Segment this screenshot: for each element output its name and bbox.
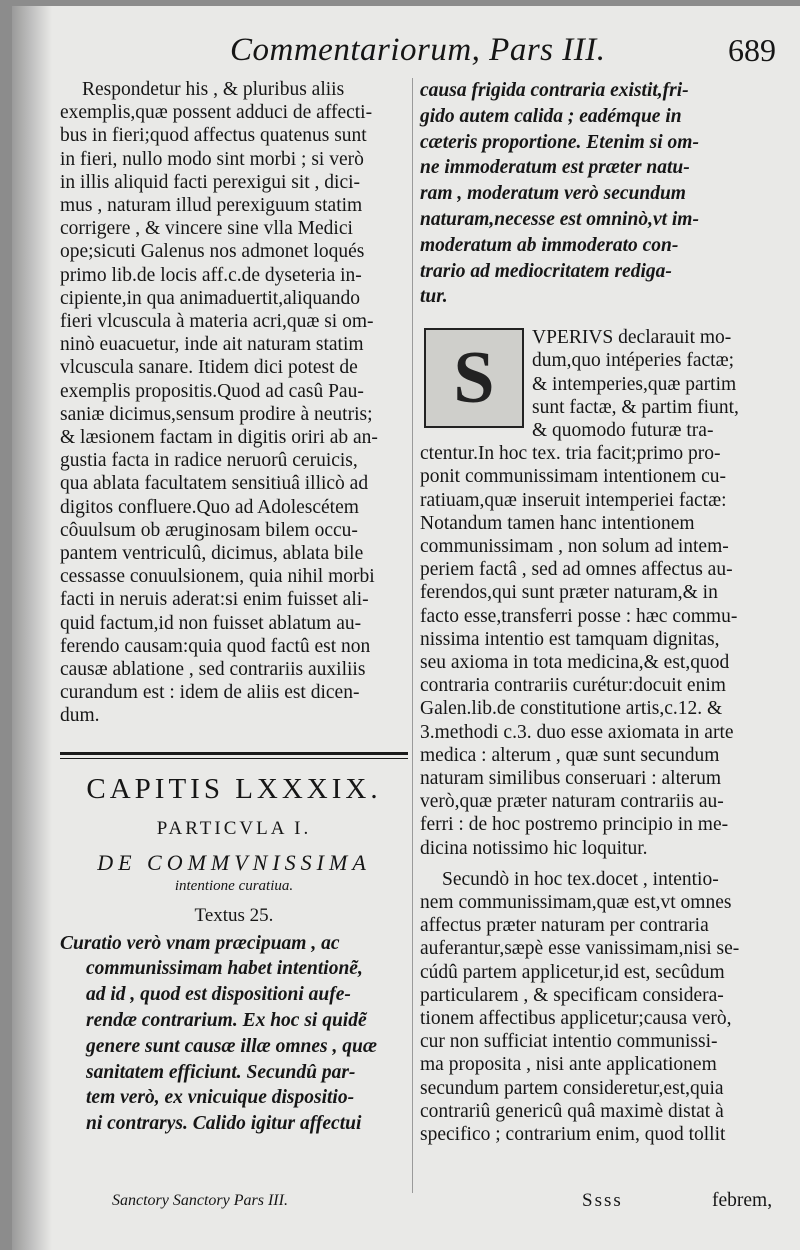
text-line: medica : alterum , quæ sunt secundum <box>420 744 720 766</box>
text-line: Respondetur his , & pluribus aliis <box>82 79 345 100</box>
text-line: cipiente,in qua animaduertit,aliquando <box>60 287 360 309</box>
lemma-line: genere sunt causæ illæ omnes , quæ <box>86 1035 377 1057</box>
text-line: dicina notissimo hic loquitur. <box>420 837 648 859</box>
text-line: dum. <box>60 705 100 727</box>
decorated-initial <box>424 328 524 428</box>
text-line: ope;sicuti Galenus nos admonet loqués <box>60 241 365 263</box>
commentary-paragraph <box>420 326 790 860</box>
text-line: primo lib.de locis aff.c.de dyseteria in- <box>60 264 362 286</box>
text-line: quid factum,id non fuisset ablatum au- <box>60 612 362 634</box>
text-line: sunt factæ, & partim fiunt, <box>532 396 739 418</box>
text-line: contrariû genericû quâ maximè distat à <box>420 1100 724 1122</box>
text-line: ma proposita , nisi ante applicationem <box>420 1054 717 1076</box>
text-line: & intemperies,quæ partim <box>532 373 737 395</box>
running-head: Commentariorum, Pars III. <box>230 32 606 68</box>
catchword: febrem, <box>712 1190 773 1211</box>
particula-heading: PARTICVLA I. <box>156 817 312 839</box>
text-line: affectus præter naturam per contraria <box>420 915 709 937</box>
book-page <box>12 6 800 1250</box>
lemma-line: ni contrarys. Calido igitur affectui <box>86 1113 362 1135</box>
running-title-footer: Sanctory Sanctory Pars III. <box>112 1192 288 1209</box>
text-line: communissimam , non solum ad intem- <box>420 536 729 557</box>
right-column <box>420 78 790 1146</box>
text-line: bus in fieri;quod affectus quatenus sunt <box>60 125 367 147</box>
lemma-line: tur. <box>420 286 448 308</box>
lemma-line: Curatio verò vnam præcipuam , ac <box>60 932 340 954</box>
lemma-line: cæteris proportione. Etenim si om- <box>420 131 699 153</box>
text-line: specifico ; contrarium enim, quod tollit <box>420 1124 726 1146</box>
lemma-line: sanitatem efficiunt. Secundû par- <box>86 1061 356 1083</box>
text-line: Galen.lib.de constitutione artis,c.12. & <box>420 698 723 720</box>
text-line: nissima intentio est tamquam dignitas, <box>420 628 720 650</box>
text-line: auferantur,sæpè esse vanissimam,nisi se- <box>420 938 740 960</box>
text-line: ninò euacuetur, inde ait naturam statim <box>60 334 364 356</box>
text-line: 3.methodi c.3. duo esse axiomata in arte <box>420 721 734 743</box>
page-number: 689 <box>728 32 776 68</box>
text-line: Secundò in hoc tex.docet , intentio- <box>442 868 719 890</box>
initial-letter: S <box>453 336 495 419</box>
text-line: pantem ventriculû, dicimus, ablata bile <box>60 543 364 565</box>
text-line: curandum est : idem de aliis est dicen- <box>60 682 360 704</box>
text-line: & quomodo futuræ tra- <box>532 419 714 441</box>
chapter-heading: CAPITIS LXXXIX. <box>86 772 382 805</box>
textus-label: Textus 25. <box>194 904 274 926</box>
text-line: Notandum tamen hanc intentionem <box>420 512 695 534</box>
text-line: facto esse,transferri posse : hæc commu- <box>420 605 738 627</box>
text-line: côuulsum ob æruginosam bilem occu- <box>60 519 358 541</box>
text-line: secundum partem consideretur,est,quia <box>420 1077 724 1099</box>
text-line: fieri vlcuscula à materia acri,quæ si om- <box>60 311 374 333</box>
text-line: VPERIVS declarauit mo- <box>532 327 732 349</box>
text-line: verò,quæ præter naturam contrariis au- <box>420 791 724 813</box>
text-line: corrigere , & vincere sine vlla Medici <box>60 218 353 240</box>
text-line: contraria contrariis curétur:docuit enim <box>420 675 726 697</box>
lemma-line: moderatum ab immoderato con- <box>420 234 679 256</box>
signature-mark: Ssss <box>582 1190 623 1211</box>
column-divider <box>412 78 413 1193</box>
text-line: periem factâ , sed ad omnes affectus au- <box>420 559 733 581</box>
text-line: cessasse conuulsionem, quia nihil morbi <box>60 566 375 588</box>
text-line: nem communissimam,quæ est,vt omnes <box>420 892 732 914</box>
text-line: facti in neruis aderat:si enim fuisset ali- <box>60 589 369 611</box>
text-line: exemplis propositis.Quod ad casû Pau- <box>60 380 364 402</box>
lemma-continuation <box>420 78 790 310</box>
text-line: ctentur.In hoc tex. tria facit;primo pro- <box>420 443 721 465</box>
left-column <box>60 78 408 1137</box>
lemma-line: ne immoderatum est præter natu- <box>420 157 690 179</box>
text-line: exemplis,quæ possent adduci de affecti- <box>60 102 373 124</box>
text-line: tionem affectibus applicetur;causa verò, <box>420 1008 732 1030</box>
text-line: in illis aliquid facti perexigui sit , dici- <box>60 171 361 193</box>
lemma-line: communissimam habet intentionẽ, <box>86 958 363 980</box>
lemma-text <box>60 931 408 1137</box>
page-header <box>72 32 780 76</box>
lemma-line: naturam,necesse est omninò,vt im- <box>420 208 699 230</box>
section-subtitle: intentione curatiua. <box>174 877 294 894</box>
lemma-line: tem verò, ex vnicuique dispositio- <box>86 1087 355 1109</box>
lemma-line: ram , moderatum verò secundum <box>420 183 686 205</box>
lemma-line: rendæ contrarium. Ex hoc si quidẽ <box>86 1010 367 1032</box>
text-line: ferri : de hoc postremo principio in me- <box>420 814 729 836</box>
lemma-line: gido autem calida ; eadémque in <box>420 105 682 127</box>
text-line: seu axioma in tota medicina,& est,quod <box>420 652 730 674</box>
paragraph-respondetur <box>60 78 408 728</box>
lemma-line: ad id , quod est dispositioni aufe- <box>86 984 351 1006</box>
text-line: causæ ablatione , sed contrariis auxiliis <box>60 659 366 681</box>
text-line: cúdû partem applicetur,id est, secûdum <box>420 961 725 983</box>
text-line: in fieri, nullo modo sint morbi ; si verò <box>60 148 364 170</box>
text-line: vlcuscula sanare. Itidem dici potest de <box>60 357 358 379</box>
text-line: saniæ dicimus,sensum prodire à neutris; <box>60 403 373 425</box>
text-line: cur non sufficiat intentio communissi- <box>420 1031 718 1053</box>
text-line: dum,quo intéperies factæ; <box>532 350 734 372</box>
text-line: gustia facta in radice neruorû ceruicis, <box>60 450 358 472</box>
text-line: ferendo causam:quia quod factû est non <box>60 635 371 657</box>
text-line: & læsionem factam in digitis oriri ab an- <box>60 427 378 449</box>
lemma-line: causa frigida contraria existit,fri- <box>420 80 689 101</box>
section-rule <box>60 752 408 759</box>
text-line: mus , naturam illud perexiguum statim <box>60 195 363 217</box>
text-line: particularem , & specificam considera- <box>420 984 724 1006</box>
text-line: qua ablata facultatem sensitiuâ illicò ad <box>60 473 369 495</box>
commentary-paragraph-2 <box>420 868 790 1146</box>
text-line: ratiuam,quæ inseruit intemperiei factæ: <box>420 489 727 511</box>
lemma-line: trario ad mediocritatem rediga- <box>420 260 672 282</box>
text-line: digitos confluere.Quo ad Adolescétem <box>60 496 359 518</box>
text-line: naturam similibus conseruari : alterum <box>420 768 722 790</box>
text-line: ponit communissimam intentionem cu- <box>420 466 727 488</box>
section-title: DE COMMVNISSIMA <box>97 849 371 875</box>
text-line: ferendos,qui sunt præter naturam,& in <box>420 582 718 604</box>
